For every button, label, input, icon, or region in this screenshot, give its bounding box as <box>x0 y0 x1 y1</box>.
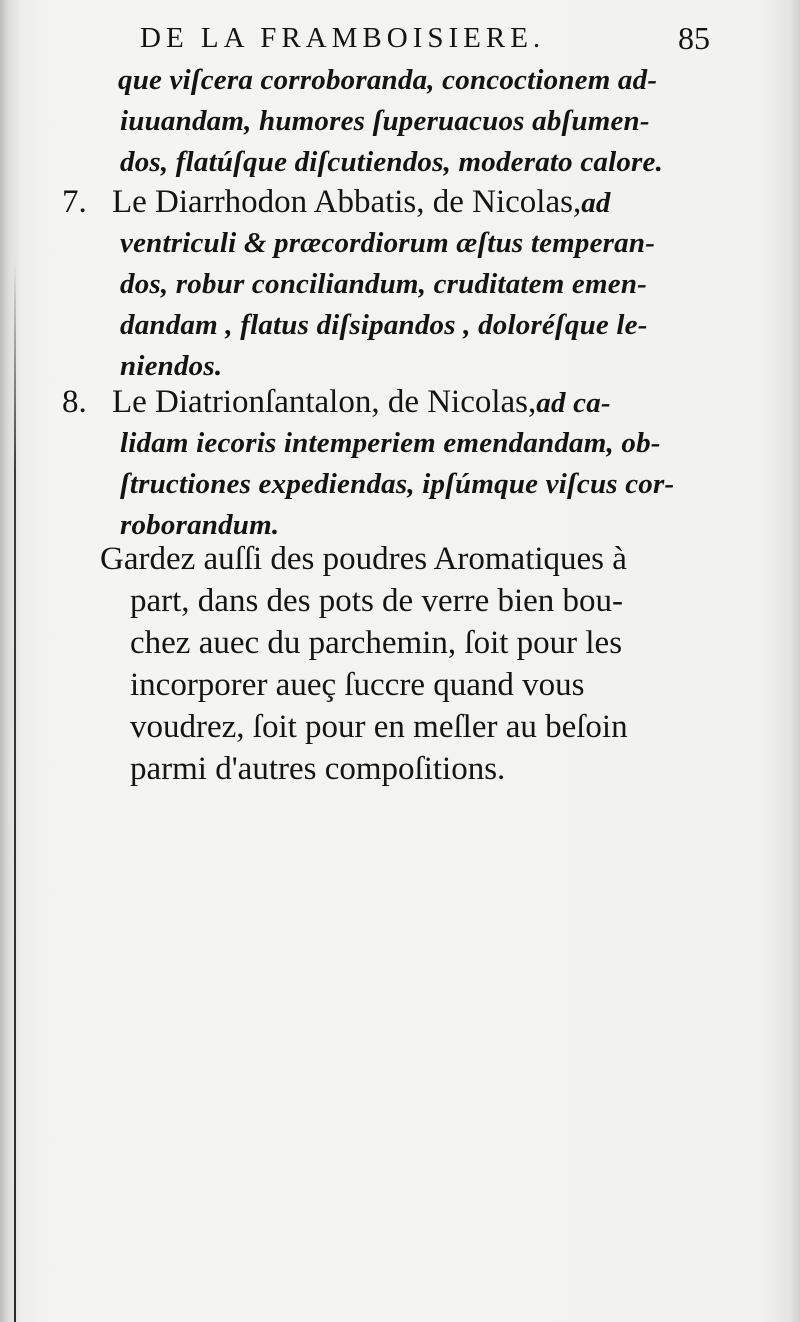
paragraph-line: chez auec du parchemin, ſoit pour les <box>130 625 623 661</box>
paragraph-line: voudrez, ſoit pour en meſler au beſoin <box>130 709 628 745</box>
item-latin-start: ad ca- <box>536 387 611 419</box>
item-latin-start: ad <box>581 187 611 219</box>
item-title: Le Diatrionſantalon, de Nicolas, <box>112 384 537 420</box>
text-line: lidam iecoris intemperiem emendandam, ob- <box>120 427 661 459</box>
running-header <box>140 22 710 62</box>
paragraph-line: incorporer aueç ſuccre quand vous <box>130 667 585 703</box>
item-number: 7. <box>62 184 87 220</box>
text-line: que viſcera corroboranda, concoctionem ad- <box>118 64 658 96</box>
text-line: roborandum. <box>120 509 280 541</box>
item-heading-line <box>112 184 611 221</box>
item-heading-line <box>112 384 611 421</box>
running-title: DE LA FRAMBOISIERE. <box>140 22 546 54</box>
text-line: dos, flatúſque diſcutiendos, moderato calore. <box>120 146 664 178</box>
text-line: iuuandam, humores ſuperuacuos abſumen- <box>120 105 650 137</box>
paragraph-line: Gardez auſſi des poudres Aromatiques à <box>100 541 627 577</box>
item-title: Le Diarrhodon Abbatis, de Nicolas, <box>112 184 582 220</box>
text-line: dandam , flatus diſsipandos , doloréſque le- <box>120 309 648 341</box>
text-line: dos, robur conciliandum, cruditatem emen- <box>120 268 648 300</box>
item-number: 8. <box>62 384 87 420</box>
paragraph-line: part, dans des pots de verre bien bou- <box>130 583 624 619</box>
text-line: ſtructiones expediendas, ipſúmque viſcus cor- <box>120 468 675 500</box>
page-gutter-shadow <box>14 260 16 1322</box>
page-number: 85 <box>678 20 710 56</box>
text-line: niendos. <box>120 350 223 382</box>
text-line: ventriculi & præcordiorum æſtus temperan- <box>120 227 656 259</box>
paragraph-line: parmi d'autres compoſitions. <box>130 751 506 787</box>
